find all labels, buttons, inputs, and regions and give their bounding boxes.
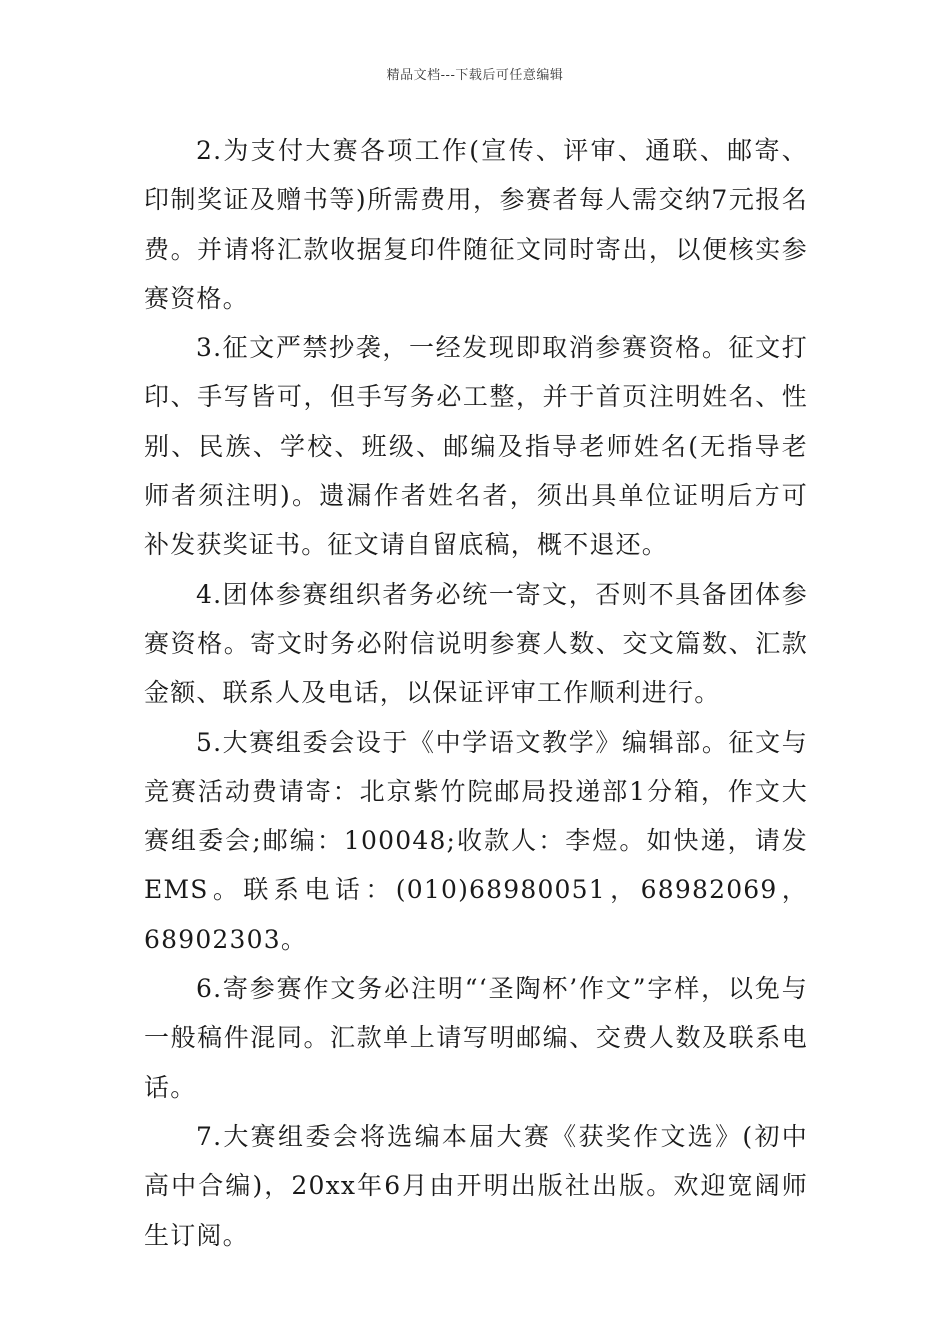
paragraph-item-5: 5.大赛组委会设于《中学语文教学》编辑部。征文与竞赛活动费请寄：北京紫竹院邮局投递部1分箱，作文大赛组委会;邮编：100048;收款人：李煜。如快递，请发EMS。联系电话：(010)68980051，68982069，68902303。 (144, 727, 808, 954)
paragraph-item-2: 2.为支付大赛各项工作(宣传、评审、通联、邮寄、印制奖证及赠书等)所需费用，参赛者每人需交纳7元报名费。并请将汇款收据复印件随征文同时寄出，以便核实参赛资格。 (144, 136, 808, 313)
page-header: 精品文档---下载后可任意编辑 (386, 68, 564, 83)
document-body (144, 126, 808, 1260)
paragraph-item-7: 7.大赛组委会将选编本届大赛《获奖作文选》(初中高中合编)，20xx年6月由开明出版社出版。欢迎宽阔师生订阅。 (144, 1121, 808, 1250)
paragraph-item-6: 6.寄参赛作文务必注明“‘圣陶杯’作文”字样，以免与一般稿件混同。汇款单上请写明邮编、交费人数及联系电话。 (144, 974, 808, 1102)
paragraph-item-4: 4.团体参赛组织者务必统一寄文，否则不具备团体参赛资格。寄文时务必附信说明参赛人数、交文篇数、汇款金额、联系人及电话，以保证评审工作顺利进行。 (144, 579, 808, 708)
paragraph-item-3: 3.征文严禁抄袭，一经发现即取消参赛资格。征文打印、手写皆可，但手写务必工整，并于首页注明姓名、性别、民族、学校、班级、邮编及指导老师姓名(无指导老师者须注明)。遗漏作者姓名者，须出具单位证明后方可补发获奖证书。征文请自留底稿，概不退还。 (144, 333, 808, 560)
